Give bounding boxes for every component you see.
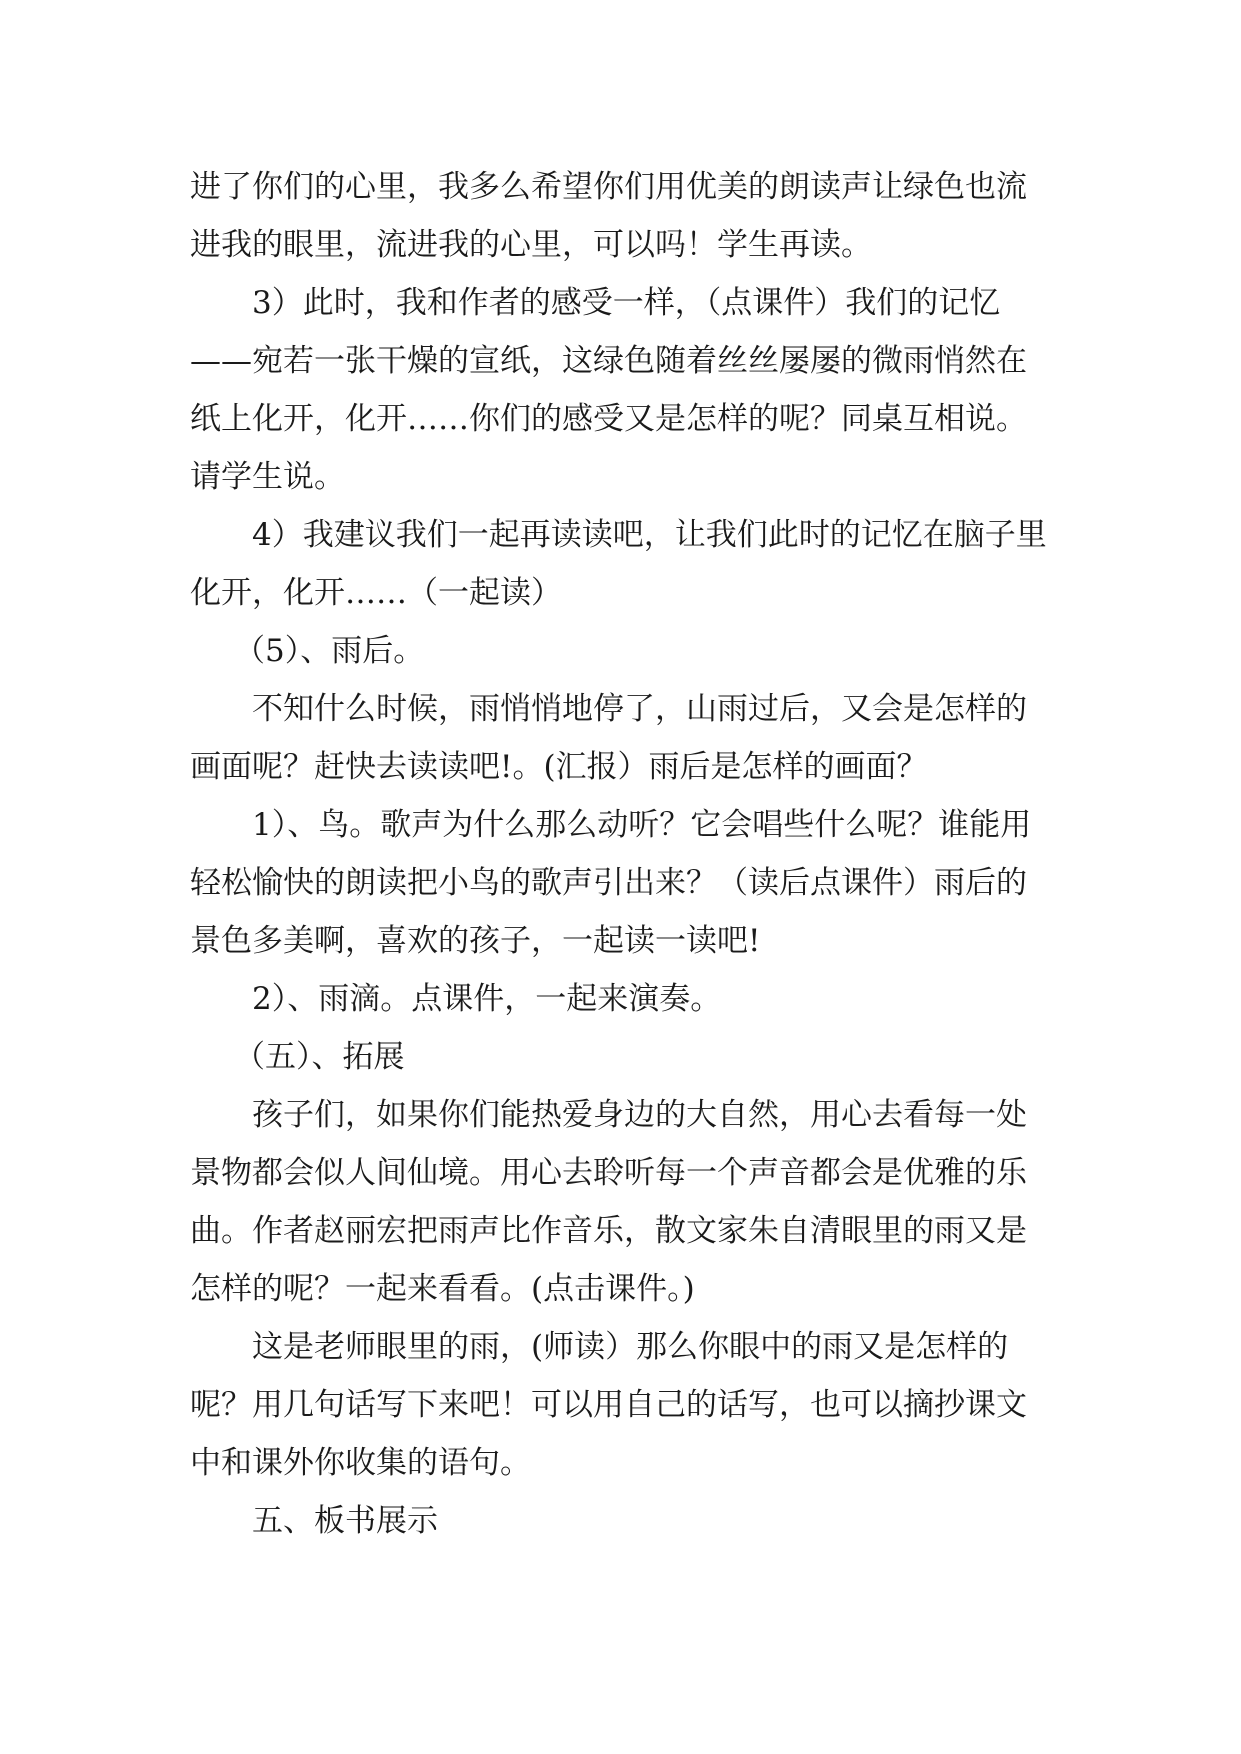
- section-heading-after-rain: （5）、雨后。: [234, 633, 425, 669]
- document-body: [190, 158, 1050, 1550]
- paragraph-bird: 1）、鸟。歌声为什么那么动听？它会唱些什么呢？谁能用轻松愉快的朗读把小鸟的歌声引出来？（读后点课件）雨后的景色多美啊，喜欢的孩子，一起读一读吧!: [190, 807, 1032, 959]
- paragraph-step-4: 4）我建议我们一起再读读吧，让我们此时的记忆在脑子里化开，化开……（一起读）: [190, 517, 1047, 611]
- paragraph-extension-intro: 孩子们，如果你们能热爱身边的大自然，用心去看每一处景物都会似人间仙境。用心去聆听每一个声音都会是优雅的乐曲。作者赵丽宏把雨声比作音乐，散文家朱自清眼里的雨又是怎样的呢？一起来看看。(点击课件。): [190, 1097, 1027, 1307]
- paragraph-after-rain-intro: 不知什么时候，雨悄悄地停了，山雨过后，又会是怎样的画面呢？赶快去读读吧!。(汇报）雨后是怎样的画面？: [190, 691, 1027, 785]
- paragraph-raindrop: 2）、雨滴。点课件，一起来演奏。: [252, 981, 722, 1017]
- paragraph-step-3: 3）此时，我和作者的感受一样，（点课件）我们的记忆——宛若一张干燥的宣纸，这绿色随着丝丝屡屡的微雨悄然在纸上化开，化开……你们的感受又是怎样的呢？同桌互相说。请学生说。: [190, 285, 1027, 495]
- paragraph-continuation: 进了你们的心里，我多么希望你们用优美的朗读声让绿色也流进我的眼里，流进我的心里，可以吗！学生再读。: [190, 169, 1027, 263]
- paragraph-writing-task: 这是老师眼里的雨，(师读）那么你眼中的雨又是怎样的呢？用几句话写下来吧！可以用自己的话写，也可以摘抄课文中和课外你收集的语句。: [190, 1329, 1027, 1481]
- section-heading-blackboard: 五、板书展示: [252, 1503, 438, 1539]
- section-heading-extension: （五）、拓展: [234, 1039, 405, 1075]
